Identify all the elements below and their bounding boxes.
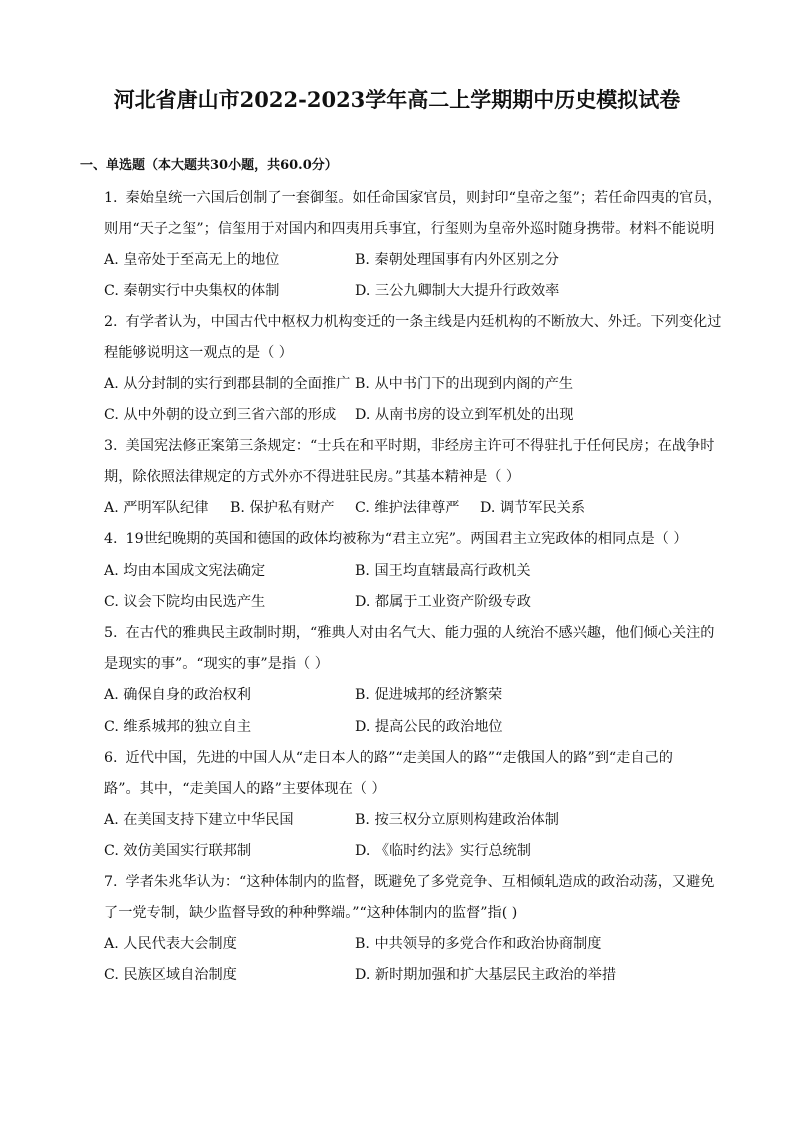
question-7-line-1: 7. 学者朱兆华认为：“这种体制内的监督，既避免了多党竞争、互相倾轧造成的政治动荡，又避免 — [104, 874, 715, 890]
q4-option-c[interactable]: C. 议会下院均由民选产生 — [104, 594, 266, 610]
q6-option-a[interactable]: A. 在美国支持下建立中华民国 — [104, 812, 294, 828]
question-5-line-2: 是现实的事”。“现实的事”是指（ ） — [104, 656, 329, 672]
q4-option-d[interactable]: D. 都属于工业资产阶级专政 — [355, 594, 531, 610]
q2-option-b[interactable]: B. 从中书门下的出现到内阁的产生 — [355, 376, 574, 392]
question-number: 4. — [104, 531, 118, 547]
q7-option-d[interactable]: D. 新时期加强和扩大基层民主政治的举措 — [355, 967, 617, 983]
question-5-line-1: 5. 在古代的雅典民主政制时期，“雅典人对由名气大、能力强的人统治不感兴趣，他们倾心关注的 — [104, 625, 715, 641]
question-2-line-2: 程能够说明这一观点的是（ ） — [104, 345, 293, 361]
question-number: 6. — [104, 750, 118, 766]
q1-option-b[interactable]: B. 秦朝处理国事有内外区别之分 — [355, 252, 559, 268]
q7-option-a[interactable]: A. 人民代表大会制度 — [104, 936, 237, 952]
question-number: 3. — [104, 438, 118, 454]
question-6-line-1: 6. 近代中国，先进的中国人从“走日本人的路”“走美国人的路”“走俄国人的路”到“走自己的 — [104, 750, 673, 766]
q6-option-b[interactable]: B. 按三权分立原则构建政治体制 — [355, 812, 559, 828]
q3-option-c[interactable]: C. 维护法律尊严 — [355, 500, 460, 516]
q6-option-d[interactable]: D. 《临时约法》实行总统制 — [355, 843, 531, 859]
question-number: 5. — [104, 625, 118, 641]
exam-title: 河北省唐山市2022-2023学年高二上学期期中历史模拟试卷 — [113, 87, 681, 112]
q2-option-c[interactable]: C. 从中外朝的设立到三省六部的形成 — [104, 407, 337, 423]
question-6-line-2: 路”。其中，“走美国人的路”主要体现在（ ） — [104, 781, 386, 797]
q2-option-a[interactable]: A. 从分封制的实行到郡县制的全面推广 — [104, 376, 351, 392]
q6-option-c[interactable]: C. 效仿美国实行联邦制 — [104, 843, 252, 859]
q1-option-d[interactable]: D. 三公九卿制大大提升行政效率 — [355, 283, 560, 299]
question-2-line-1: 2. 有学者认为，中国古代中枢权力机构变迁的一条主线是内廷机构的不断放大、外迁。下列变化过 — [104, 314, 722, 330]
section-heading: 一、单选题（本大题共30小题，共60.0分） — [80, 158, 338, 173]
q5-option-c[interactable]: C. 维系城邦的独立自主 — [104, 719, 252, 735]
q5-option-b[interactable]: B. 促进城邦的经济繁荣 — [355, 687, 503, 703]
q4-option-a[interactable]: A. 均由本国成文宪法确定 — [104, 563, 266, 579]
q1-option-a[interactable]: A. 皇帝处于至高无上的地位 — [104, 252, 280, 268]
question-3-line-2: 期，除依照法律规定的方式外亦不得进驻民房。”其基本精神是（ ） — [104, 469, 521, 485]
question-1-line-1: 1. 秦始皇统一六国后创制了一套御玺。如任命国家官员，则封印“皇帝之玺”；若任命四夷的官员， — [104, 190, 722, 206]
q4-option-b[interactable]: B. 国王均直辖最高行政机关 — [355, 563, 531, 579]
q3-option-b[interactable]: B. 保护私有财产 — [230, 500, 335, 516]
q2-option-d[interactable]: D. 从南书房的设立到军机处的出现 — [355, 407, 574, 423]
question-7-line-2: 了一党专制，缺少监督导致的种种弊端。”“这种体制内的监督”指( ) — [104, 905, 518, 921]
q5-option-d[interactable]: D. 提高公民的政治地位 — [355, 719, 503, 735]
question-number: 2. — [104, 314, 118, 330]
q3-option-d[interactable]: D. 调节军民关系 — [480, 500, 586, 516]
q7-option-b[interactable]: B. 中共领导的多党合作和政治协商制度 — [355, 936, 602, 952]
q5-option-a[interactable]: A. 确保自身的政治权利 — [104, 687, 251, 703]
q7-option-c[interactable]: C. 民族区域自治制度 — [104, 967, 237, 983]
question-number: 7. — [104, 874, 118, 890]
question-number: 1. — [104, 190, 118, 206]
q1-option-c[interactable]: C. 秦朝实行中央集权的体制 — [104, 283, 280, 299]
question-4-line-1: 4. 19世纪晚期的英国和德国的政体均被称为“君主立宪”。两国君主立宪政体的相同点是（ ） — [104, 531, 688, 547]
question-3-line-1: 3. 美国宪法修正案第三条规定：“士兵在和平时期，非经房主许可不得驻扎于任何民房；在战争时 — [104, 438, 715, 454]
question-1-line-2: 则用“天子之玺”；信玺用于对国内和四夷用兵事宜，行玺则为皇帝外巡时随身携带。材料不能说明 — [104, 221, 715, 237]
q3-option-a[interactable]: A. 严明军队纪律 — [104, 500, 209, 516]
